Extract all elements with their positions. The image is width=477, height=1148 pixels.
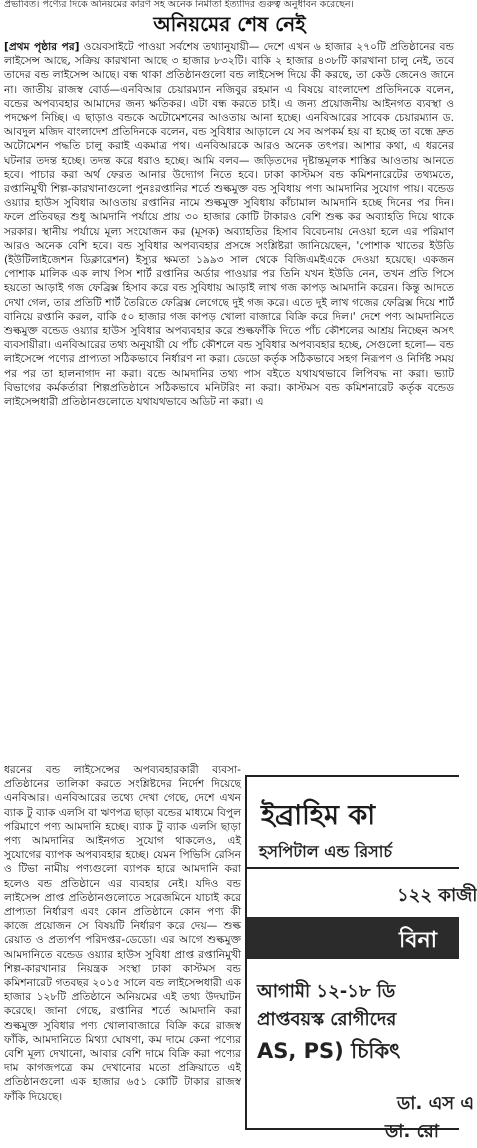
- ad-banner-text: বিনা: [399, 928, 438, 953]
- article-text-left: ধরনের বন্ড লাইসেন্সের অপব্যবহারকারী ব্যবসা-প্রতিষ্ঠানের তালিকা করতে সংশ্লিষ্টদের নির্দেশ দিয়েছে এনবিআর। এনবিআরের তথ্যে দেখা গেছে, দেশে এখন ব্যাক টু ব্যাক এলসি বা ঋণপত্র ছাড়া বন্ডের মাধ্যমে বিপুল পরিমাণে পণ্য আমদানি হচ্ছে। ব্যাক টু ব্যাক এলসি ছাড়া পণ্য আমদানির আইনগত সুযোগ থাকলেও, এই সুযোগের ব্যাপক অপব্যবহার হচ্ছে। যেমন পিভিসি রেসিন ও টিভা নামীয় পণ্যগুলো ব্যাপক হারে আমদানি করা হলেও বন্ড প্রতিষ্ঠানে এর ব্যবহার নেই। যদিও বন্ড লাইসেন্স প্রাপ্ত প্রতিষ্ঠানগুলোতে সরেজমিনে যাচাই করে প্রাপ্যতা নির্ধারণ এবং কোন প্রতিষ্ঠানে কোন পণ্য কী কাজে প্রয়োজন সে বিষয়টি নির্ধারণ করে দেয়— শুল্ক রেয়াত ও প্রত্যর্পণ পরিদপ্তর-ডেডো। এর আগে শুল্কমুক্ত আমদানিতে বন্ডেড ওয়্যার হাউস সুবিধা প্রাপ্ত রপ্তানিমুখী শিল্প-কারখানার নিয়ন্ত্রক সংস্থা ঢাকা কাস্টমস বন্ড কমিশনারেট গতবছর ২০১৫ সালে বন্ড লাইসেন্সধারী এক হাজার ১২৮টি প্রতিষ্ঠানে অনিয়মের এই তথ্য উদঘাটন করেছে। জানা গেছে, রপ্তানির শর্তে আমদানি করা শুল্কমুক্ত সুবিধার পণ্য খোলাবাজারে বিক্রি করে রাজস্ব ফাঁকি, আমদানিতে মিথ্যা ঘোষণা, কম দামে কেনা পণ্যের বেশি মূল্য দেখানো, আবার বেশি দামে বিক্রি করা পণ্যের দাম কাগজপত্রে কম দেখানোর মতো প্রক্রিয়াতে এই প্রতিষ্ঠানগুলো এক হাজার ৬৫১ কোটি টাকার রাজস্ব ফাঁকি দিয়েছে।: [4, 764, 241, 1103]
- ad-doctor-2: ডা. রো: [385, 1121, 439, 1142]
- ad-doctor-1: ডা. এস এ: [397, 1093, 475, 1114]
- article-body-left-column: [4, 763, 241, 1133]
- ad-title: ইব্রাহিম কা: [261, 800, 376, 831]
- article-text-top: ওয়েবসাইটে পাওয়া সর্বশেষ তথ্যানুযায়ী— দেশে এখন ৬ হাজার ২৭০টি প্রতিষ্ঠানের বন্ড লাইসেন্স আছে, সক্রিয় কারখানা আছে ৩ হাজার ৮৩২টি। বাকি ২ হাজার ৪৩৮টি কারখানা চালু নেই, তবে তাদের বন্ড লাইসেন্স আছে। বন্ধ থাকা প্রতিষ্ঠানগুলো বন্ড লাইসেন্স দিয়ে কী করছে, তা কেউ জেনেও জানে না। জাতীয় রাজস্ব বোর্ড—এনবিআর চেয়ারম্যান নজিবুর রহমান এ বিষয়ে বাংলাদেশ প্রতিদিনকে বলেন, বন্ডের অপব্যবহার আমাদের জন্য ক্ষতিকর। এটা বন্ধ করতে চাই। এ জন্য প্রয়োজনীয় আইনগত ব্যবস্থা ও পদক্ষেপ নিচ্ছি। এ ছাড়াও বন্ডকে অটোমেশনের আওতায় আনা হচ্ছে। এনবিআরের সাবেক চেয়ারম্যান ড. আবদুল মজিদ বাংলাদেশ প্রতিদিনকে বলেন, বন্ড সুবিধার আড়ালে যে সব অপকর্ম হয় বা হচ্ছে তা বন্ধে দ্রুত অটোমেশন পদ্ধতি চালু করাই একমাত্র পথ। এনবিআরকে আরও অনেক তৎপর। আশার কথা, এ ধরনের ঘটনার তদন্ত হচ্ছে। তদন্ত করে ধরাও হচ্ছে। আমি বলব— জড়িতদের দৃষ্টান্তমূলক শাস্তির আওতায় আনতে হবে। পাচার করা অর্থ ফেরত আনার উদ্যোগ নিতে হবে। ঢাকা কাস্টমস বন্ড কমিশনারেটের তথ্যমতে, রপ্তানিমুখী শিল্প-কারখানাগুলো পুনঃরপ্তানির শর্তে শুল্কমুক্ত বন্ড সুবিধায় পণ্য আমদানির সুযোগ পায়। বন্ডেড ওয়্যার হাউস সুবিধার আওতায় রপ্তানির নামে শুল্কমুক্ত সুবিধায় কাঁচামাল আমদানি হচ্ছে দিনের পর দিন। ফলে প্রতিবছর শুধু আমদানি পর্যায়ে প্রায় ৩০ হাজার কোটি টাকারও বেশি শুল্ক কর অব্যাহতি দিয়ে থাকে সরকার। স্থানীয় পর্যায়ে মূল্য সংযোজন কর (মূসক) অব্যাহতির হিসাব বিবেচনায় নেওয়া হলে এর পরিমাণ আরও অনেক বেশি হবে। বন্ড সুবিধার অপব্যবহার প্রসঙ্গে সংশ্লিষ্টরা জানিয়েছেন, 'পোশাক খাতের ইউডি (ইউটিলাইজেশন ডিক্লারেশন) ইস্যুর ক্ষমতা ১৯৯৩ সাল থেকে বিজিএমইএকে দেওয়া হয়েছে। একজন পোশাক মালিক এক লাখ পিস শার্ট রপ্তানির অর্ডার পাওয়ার পর তিনি যখন ইউডি নেন, তখন প্রতি পিসে হয়তো আড়াই গজ ফেব্রিক্স হিসাব করে বন্ড সুবিধায় আড়াই লাখ গজ কাপড় আমদানি করেন। কিন্তু আদতে দেখা গেল, তার প্রতিটি শার্ট তৈরিতে ফেব্রিক্স লেগেছে দুই গজ করে। এতে দুই লাখ গজের ফেব্রিক্স দিয়ে শার্ট বানিয়ে রপ্তানি করল, বাকি ৫০ হাজার গজ কাপড় খোলা বাজারে বিক্রি করে দিল।' দেশে পণ্য আমদানিতে শুল্কমুক্ত বন্ডেড ওয়্যার হাউস সুবিধার অপব্যবহার করে শুল্কফাঁকি দিতে পাঁচ কৌশলের আশ্রয় নিচ্ছেন অসৎ ব্যবসায়ীরা। এনবিআরের তথ্য অনুযায়ী যে পাঁচ কৌশলে বন্ড সুবিধার অপব্যবহার হচ্ছে, সেগুলো হলো— বন্ড লাইসেন্সে পণ্যের প্রাপ্যতা সঠিকভাবে নির্ধারণ না করা। ডেডো কর্তৃক সঠিকভাবে সহগ নিরূপণ ও নির্দিষ্ট সময় পর পর তা হালনাগাদ না করা। বন্ডে আমদানির তথ্য পাস বইতে যথাযথভাবে লিপিবদ্ধ না করা। ভ্যাট বিভাগের কর্মকর্তারা শিল্পপ্রতিষ্ঠানে সঠিকভাবে মনিটরিং না করা। কাস্টমস বন্ড কমিশনারেট কর্তৃক বন্ডেড লাইসেন্সধারী প্রতিষ্ঠানগুলোতে যথাযথভাবে অডিট না করা। এ: [4, 41, 454, 409]
- ad-body-line-3: AS, PS) চিকিৎ: [257, 1039, 401, 1063]
- article-lead: [প্রথম পৃষ্ঠার পর]: [4, 41, 80, 53]
- page-title: অনিয়মের শেষ নেই: [153, 12, 306, 36]
- ad-body-line-2: প্রাপ্তবয়স্ক রোগীদের: [257, 1009, 397, 1030]
- article-body-top: [4, 40, 454, 760]
- ad-banner: [247, 917, 459, 959]
- ad-divider: [247, 867, 459, 869]
- ad-address: ১২২ কাজী: [397, 885, 477, 906]
- ad-subtitle: হসপিটাল এন্ড রিসার্চ: [259, 842, 393, 861]
- ad-body-line-1: আগামী ১২-১৮ ডি: [257, 981, 396, 1002]
- top-fragment: প্রভাবিত। পণ্যের দিকে অনিয়মের কারণ সহ অনেক নির্মাতা ইত্যাদির গুরুত্ব অনুধাবন করেছেন।: [4, 0, 354, 10]
- advertisement: [245, 775, 477, 1142]
